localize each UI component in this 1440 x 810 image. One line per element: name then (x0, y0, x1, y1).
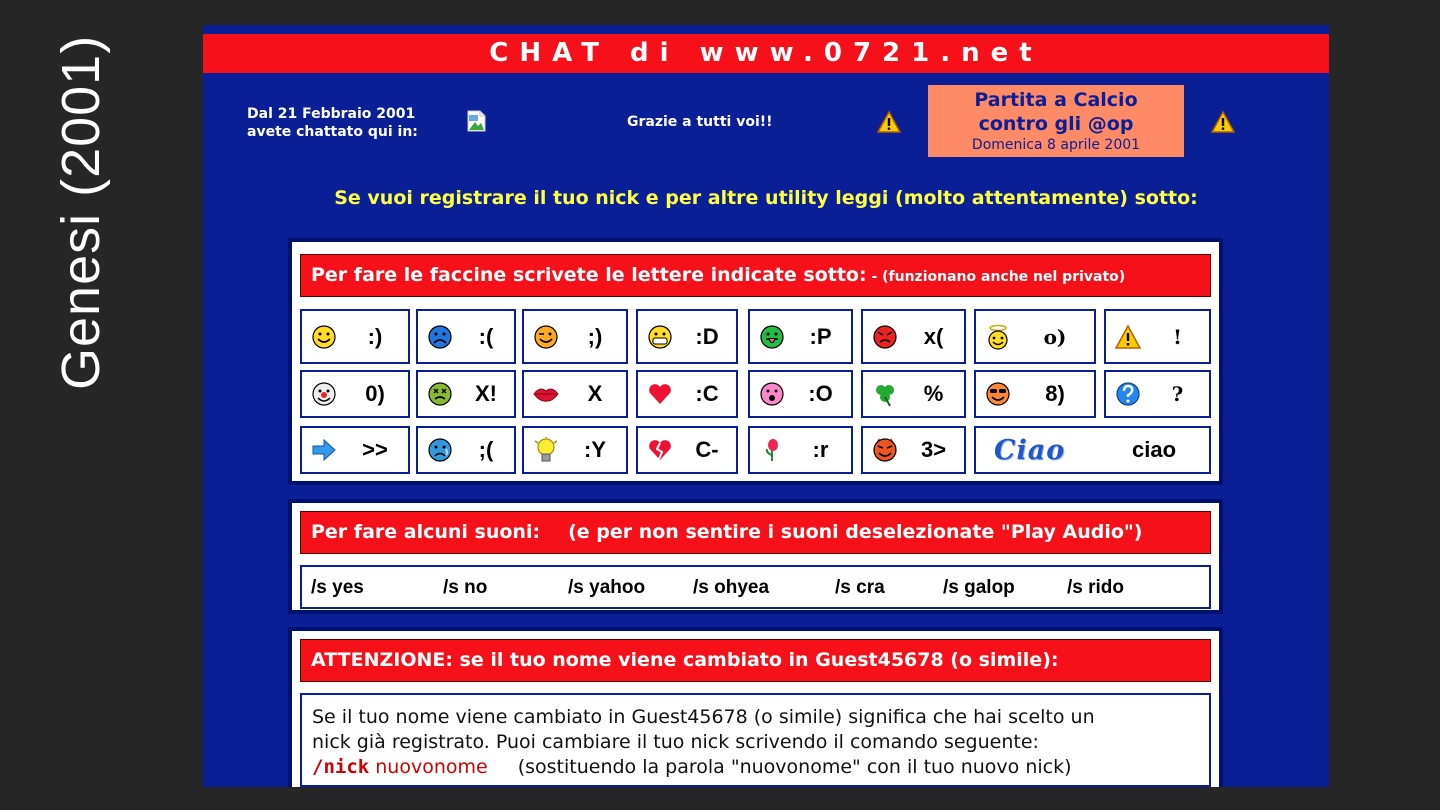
emoticons-subtitle: - (funzionano anche nel privato) (866, 269, 1126, 285)
surprised-face-icon (759, 381, 785, 407)
chat-banner: CHAT di www.0721.net (203, 34, 1329, 73)
event-line-1: Partita a Calcio (974, 89, 1138, 111)
emoticon-cell (861, 309, 966, 364)
emoticon-code: o) (1043, 324, 1067, 349)
event-date: Domenica 8 aprile 2001 (971, 137, 1141, 153)
sound-command: /s yahoo (568, 577, 646, 598)
emoticons-header (300, 254, 1211, 297)
emoticon-code: X (587, 381, 603, 406)
emoticon-cell (748, 309, 853, 364)
emoticon-code: ;) (587, 323, 603, 349)
emoticon-code: :) (367, 323, 383, 349)
emoticon-code: :Y (584, 437, 606, 462)
notice-line-1: Se il tuo nome viene cambiato in Guest45678 (o simile) significa che hai scelto un (312, 706, 1095, 728)
notice-line-3 (312, 755, 1199, 780)
emoticon-code: 3> (920, 437, 947, 462)
sounds-title: Per fare alcuni suoni: (311, 521, 541, 543)
angel-face-icon (985, 324, 1011, 350)
emoticon-cell (1104, 309, 1211, 364)
emoticon-code: :O (808, 381, 833, 406)
counter-line-2: avete chattato qui in: (247, 124, 418, 140)
emoticon-code: :D (695, 323, 719, 349)
emoticon-cell (748, 426, 853, 474)
notice-line-2: nick già registrato. Puoi cambiare il tuo nick scrivendo il comando seguente: (312, 731, 1039, 753)
emoticon-code: ? (1171, 382, 1184, 406)
emoticons-panel (288, 238, 1223, 485)
counter-line-1: Dal 21 Febbraio 2001 (247, 106, 416, 122)
emoticon-cell (861, 370, 966, 418)
ciao-logo: Ciao (994, 434, 1066, 466)
sound-command: /s cra (835, 577, 885, 598)
nick-argument: nuovonome (375, 756, 488, 778)
warning-icon (1211, 110, 1235, 134)
broken-heart-icon (647, 437, 673, 463)
football-match-announcement[interactable] (928, 85, 1184, 157)
emoticon-cell (974, 309, 1096, 364)
emoticon-cell (861, 426, 966, 474)
sounds-header (300, 511, 1211, 554)
heart-icon (647, 381, 673, 407)
wink-icon (533, 324, 559, 350)
emoticon-cell (522, 426, 628, 474)
emoticon-cell (522, 370, 628, 418)
sound-command: /s rido (1067, 577, 1125, 598)
emoticon-code: ;( (478, 437, 494, 462)
emoticon-cell (300, 426, 410, 474)
broken-image-icon (465, 109, 489, 133)
emoticon-code: :P (809, 323, 832, 349)
sound-command: /s no (443, 577, 488, 598)
lightbulb-icon (533, 437, 559, 463)
devil-face-icon (872, 437, 898, 463)
warning-icon (877, 110, 901, 134)
sunglasses-face-icon (985, 381, 1011, 407)
warning-icon (1115, 324, 1141, 350)
emoticon-cell (974, 370, 1096, 418)
emoticon-code: X! (475, 381, 497, 406)
big-grin-icon (647, 324, 673, 350)
arrow-right-icon (311, 437, 337, 463)
sad-face-icon (427, 324, 453, 350)
emoticon-code: % (923, 381, 944, 406)
emoticon-cell (636, 370, 738, 418)
emoticon-code: x( (923, 323, 944, 349)
emoticon-code: ciao (1131, 437, 1177, 462)
thanks-text: Grazie a tutti voi!! (627, 114, 773, 130)
emoticon-cell (416, 370, 516, 418)
sound-command: /s galop (943, 577, 1015, 598)
sound-command: /s ohyea (693, 577, 770, 598)
sound-commands-row (300, 565, 1211, 609)
emoticon-cell (522, 309, 628, 364)
emoticon-cell (748, 370, 853, 418)
question-icon (1115, 381, 1141, 407)
event-line-2: contro gli @op (978, 113, 1134, 135)
emoticon-cell (416, 309, 516, 364)
shamrock-icon (872, 381, 898, 407)
emoticon-cell (974, 426, 1211, 474)
emoticon-cell (636, 426, 738, 474)
sounds-panel (288, 499, 1223, 614)
emoticon-cell (1104, 370, 1211, 418)
emoticon-code: :C (695, 381, 719, 406)
emoticon-code: >> (362, 437, 388, 462)
clown-face-icon (311, 381, 337, 407)
emoticon-cell (416, 426, 516, 474)
registration-headline: Se vuoi registrare il tuo nick e per altre utility leggi (molto attentamente) sotto: (334, 187, 1198, 209)
emoticon-cell (636, 309, 738, 364)
rose-icon (759, 437, 785, 463)
notice-header: ATTENZIONE: se il tuo nome viene cambiato in Guest45678 (o simile): (300, 639, 1211, 682)
lips-icon (533, 381, 559, 407)
chat-web-page (203, 25, 1329, 787)
nick-notice-panel (288, 627, 1223, 787)
chat-counter-label (247, 105, 418, 141)
emoticon-code: 0) (365, 381, 385, 406)
sound-command: /s yes (311, 577, 364, 598)
emoticon-code: ! (1173, 324, 1182, 349)
sounds-subtitle: (e per non sentire i suoni deselezionate "Play Audio") (568, 521, 1143, 543)
slide-title: Genesi (2001) (51, 34, 111, 390)
tongue-face-icon (759, 324, 785, 350)
sick-face-icon (427, 381, 453, 407)
smile-icon (311, 324, 337, 350)
notice-explanation: (sostituendo la parola "nuovonome" con il tuo nuovo nick) (517, 756, 1072, 778)
emoticon-code: 8) (1045, 381, 1065, 406)
crying-face-icon (427, 437, 453, 463)
emoticon-code: C- (695, 437, 719, 462)
emoticon-cell (300, 370, 410, 418)
emoticon-code: :( (478, 323, 494, 349)
emoticons-title: Per fare le faccine scrivete le lettere indicate sotto: (311, 264, 867, 286)
emoticon-code: :r (812, 437, 829, 462)
angry-face-icon (872, 324, 898, 350)
emoticon-cell (300, 309, 410, 364)
notice-body (300, 693, 1211, 787)
nick-command: /nick (312, 756, 370, 778)
